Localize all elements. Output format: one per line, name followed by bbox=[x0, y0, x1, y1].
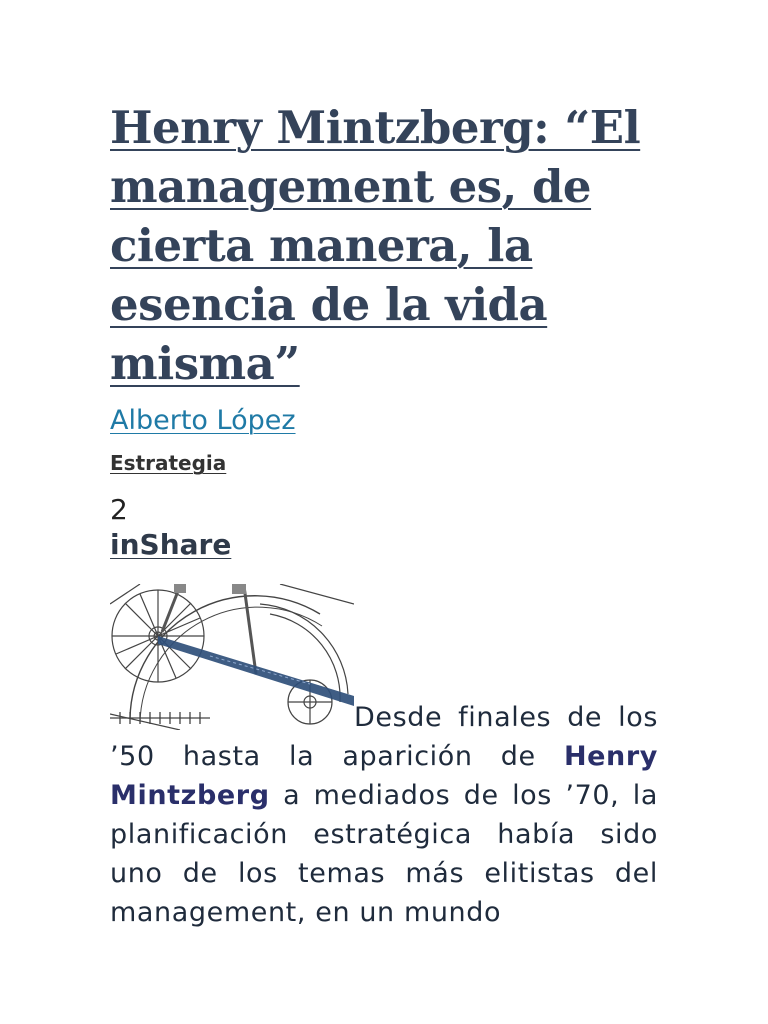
share-count: 2 bbox=[110, 493, 128, 526]
body-text-part1: Desde finales de los ’50 hasta la aparición de bbox=[110, 702, 658, 772]
body-text-part2: a mediados de los ’70, la planificación estratégica había sido uno de los temas más elitistas del management, en un mundo bbox=[110, 780, 658, 928]
article-title[interactable]: Henry Mintzberg: “El management es, de cierta manera, la esencia de la vida misma” bbox=[110, 101, 641, 390]
body-highlight: Henry Mintzberg bbox=[110, 741, 658, 811]
author-link[interactable]: Alberto López bbox=[110, 405, 296, 436]
article bbox=[110, 98, 658, 928]
article-body bbox=[110, 698, 658, 932]
inshare-button[interactable]: inShare bbox=[110, 528, 232, 561]
category-link[interactable]: Estrategia bbox=[110, 451, 227, 475]
